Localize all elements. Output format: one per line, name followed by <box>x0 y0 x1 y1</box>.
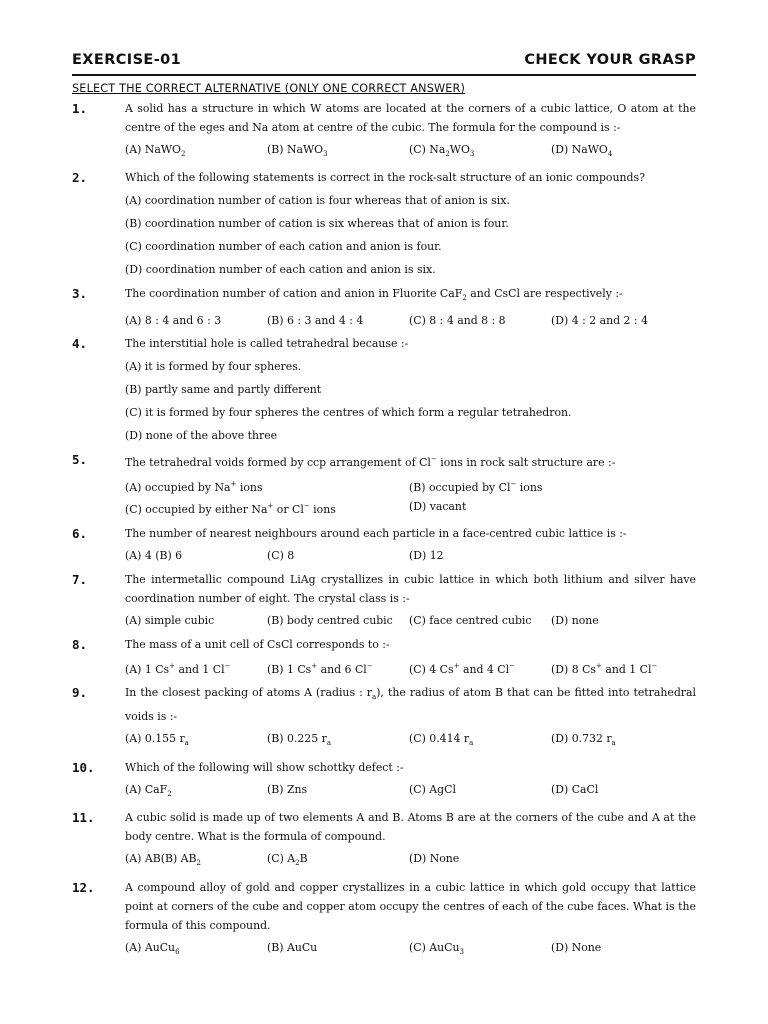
question-text: Which of the following will show schottky defect :- <box>125 761 404 774</box>
text-run: or Cl <box>273 503 304 516</box>
question-list <box>72 99 696 962</box>
answer-option[interactable] <box>125 546 267 565</box>
superscript: + <box>311 662 318 670</box>
superscript: − <box>510 480 517 488</box>
question-text <box>125 284 696 308</box>
text-run: (A) it is formed by four spheres. <box>125 360 302 373</box>
question-text: A compound alloy of gold and copper crystallizes in a cubic lattice in which gold occupy that lattice point at corners of the cube and copper atom occupy the centres of each of the cube faces. What is the formula of this compound. <box>125 881 696 932</box>
subscript: 2 <box>462 294 467 302</box>
answer-options <box>125 546 696 565</box>
question-text: The interstitial hole is called tetrahedral because :- <box>125 337 409 350</box>
superscript: + <box>596 662 602 670</box>
superscript: + <box>230 480 237 488</box>
text-run: (C) A <box>267 852 296 865</box>
text-run: ), the radius of atom B that can be fitted into tetrahedral voids is :- <box>125 686 696 723</box>
answer-option[interactable] <box>551 729 693 753</box>
question-text <box>125 683 696 726</box>
answer-option[interactable] <box>125 426 696 445</box>
answer-options <box>125 191 696 279</box>
text-run: (B) coordination number of cation is six whereas that of anion is four. <box>125 217 509 230</box>
answer-option[interactable] <box>551 938 693 962</box>
text-run: In the closest packing of atoms A (radius : r <box>125 686 372 699</box>
answer-option[interactable] <box>409 938 551 962</box>
text-run: (D) 12 <box>409 549 444 562</box>
text-run: (B) Zns <box>267 783 308 796</box>
section-title: CHECK YOUR GRASP <box>524 52 696 68</box>
subscript: a <box>372 693 377 701</box>
text-run: (D) 8 Cs <box>551 663 597 676</box>
text-run: (A) occupied by Na <box>125 481 231 494</box>
text-run: (B) 0.225 r <box>267 732 327 745</box>
superscript: − <box>509 662 515 670</box>
answer-option[interactable] <box>125 357 696 376</box>
text-run: (D) coordination number of each cation and anion is six. <box>125 263 436 276</box>
superscript: + <box>169 662 176 670</box>
text-run: (D) None <box>551 941 602 954</box>
text-run: (B) body centred cubic <box>267 614 393 627</box>
answer-options <box>125 475 696 519</box>
answer-option[interactable] <box>267 311 409 330</box>
answer-option[interactable] <box>551 657 693 679</box>
answer-option[interactable] <box>551 611 693 630</box>
answer-option[interactable] <box>267 611 409 630</box>
answer-options <box>125 357 696 445</box>
text-run: The coordination number of cation and anion in Fluorite CaF <box>125 287 463 300</box>
answer-option[interactable] <box>409 497 693 519</box>
answer-options <box>125 849 696 873</box>
exercise-title: EXERCISE-01 <box>72 52 182 68</box>
superscript: + <box>453 662 460 670</box>
answer-option[interactable] <box>409 729 551 753</box>
subscript: 2 <box>167 790 172 798</box>
superscript: + <box>267 502 274 510</box>
text-run: (C) face centred cubic <box>409 614 532 627</box>
text-run: (B) 6 : 3 and 4 : 4 <box>267 314 364 327</box>
text-run: (A) 1 Cs <box>125 663 170 676</box>
answer-option[interactable] <box>125 938 267 962</box>
subscript: 2 <box>295 859 300 867</box>
question-item <box>72 758 696 804</box>
text-run: (C) 0.414 r <box>409 732 470 745</box>
superscript: − <box>224 662 231 670</box>
answer-option[interactable] <box>409 780 551 804</box>
question-text <box>125 450 696 472</box>
text-run: (C) occupied by either Na <box>125 503 268 516</box>
answer-option[interactable] <box>125 403 696 422</box>
text-run: ions <box>309 503 336 516</box>
subscript: 2 <box>196 859 201 867</box>
answer-option[interactable] <box>267 657 409 679</box>
question-number: 8. <box>72 637 88 652</box>
answer-options <box>125 140 696 164</box>
subscript: 3 <box>323 150 328 158</box>
text-run: (A) 8 : 4 and 6 : 3 <box>125 314 222 327</box>
question-number: 4. <box>72 336 88 351</box>
text-run: and 6 Cl <box>317 663 367 676</box>
superscript: − <box>651 662 658 670</box>
question-item <box>72 524 696 565</box>
subscript: a <box>469 739 474 747</box>
question-number: 7. <box>72 572 88 587</box>
text-run: (C) 8 : 4 and 8 : 8 <box>409 314 506 327</box>
question-number: 9. <box>72 685 88 700</box>
text-run: (B) AuCu <box>267 941 318 954</box>
answer-option[interactable] <box>125 191 696 210</box>
question-item <box>72 878 696 962</box>
question-item <box>72 334 696 445</box>
text-run: (D) none of the above three <box>125 429 278 442</box>
answer-option[interactable] <box>125 140 267 164</box>
text-run: (A) AB(B) AB <box>125 852 197 865</box>
answer-options <box>125 729 696 753</box>
text-run: (A) CaF <box>125 783 168 796</box>
text-run: (D) NaWO <box>551 143 608 156</box>
text-run: and CsCl are respectively :- <box>466 287 623 300</box>
answer-option[interactable] <box>409 611 551 630</box>
answer-option[interactable] <box>125 729 267 753</box>
answer-options <box>125 311 696 330</box>
text-run: WO <box>449 143 470 156</box>
subscript: 2 <box>180 150 186 158</box>
question-item <box>72 635 696 679</box>
question-number: 1. <box>72 101 88 116</box>
text-run: (B) occupied by Cl <box>409 481 511 494</box>
text-run: ions in rock salt structure are :- <box>436 456 616 469</box>
answer-option[interactable] <box>409 546 551 565</box>
subscript: 2 <box>445 150 450 158</box>
answer-option[interactable] <box>267 780 409 804</box>
answer-options <box>125 780 696 804</box>
question-text: The intermetallic compound LiAg crystallizes in cubic lattice in which both lithium and silver have coordination number of eight. The crystal class is :- <box>125 573 696 605</box>
text-run: and 1 Cl <box>601 663 652 676</box>
question-number: 5. <box>72 452 88 467</box>
text-run: and 1 Cl <box>175 663 225 676</box>
superscript: − <box>430 455 437 463</box>
question-item <box>72 99 696 164</box>
question-text: A solid has a structure in which W atoms are located at the corners of a cubic lattice, O atom at the centre of the eges and Na atom at centre of the cubic. The formula for the compound is :- <box>125 102 696 134</box>
text-run: (D) vacant <box>409 500 467 513</box>
text-run: (A) NaWO <box>125 143 181 156</box>
question-text: The number of nearest neighbours around each particle in a face-centred cubic lattice is :- <box>125 527 627 540</box>
text-run: (B) 1 Cs <box>267 663 312 676</box>
answer-option[interactable] <box>267 938 409 962</box>
answer-option[interactable] <box>267 849 409 873</box>
text-run: (C) 4 Cs <box>409 663 454 676</box>
question-number: 11. <box>72 810 95 825</box>
subscript: 4 <box>607 150 613 158</box>
text-run: (A) AuCu <box>125 941 176 954</box>
text-run: (B) NaWO <box>267 143 324 156</box>
answer-option[interactable] <box>125 657 267 679</box>
exercise-page <box>72 52 696 962</box>
question-item <box>72 808 696 873</box>
question-number: 10. <box>72 760 95 775</box>
answer-option[interactable] <box>409 475 693 497</box>
text-run: (C) it is formed by four spheres the centres of which form a regular tetrahedron. <box>125 406 572 419</box>
answer-option[interactable] <box>267 729 409 753</box>
question-text: Which of the following statements is correct in the rock-salt structure of an ionic compounds? <box>125 171 645 184</box>
text-run: and 4 Cl <box>459 663 510 676</box>
question-item <box>72 284 696 330</box>
answer-option[interactable] <box>125 380 696 399</box>
text-run: (D) None <box>409 852 460 865</box>
text-run: (D) 0.732 r <box>551 732 612 745</box>
text-run: B <box>299 852 308 865</box>
question-number: 2. <box>72 170 88 185</box>
answer-option[interactable] <box>125 311 267 330</box>
text-run: The tetrahedral voids formed by ccp arrangement of Cl <box>125 456 431 469</box>
subscript: 6 <box>175 948 180 956</box>
text-run: ions <box>516 481 543 494</box>
superscript: − <box>303 502 310 510</box>
text-run: (D) CaCl <box>551 783 599 796</box>
answer-option[interactable] <box>125 611 267 630</box>
text-run: (C) coordination number of each cation and anion is four. <box>125 240 442 253</box>
subscript: a <box>611 739 616 747</box>
subscript: a <box>184 739 189 747</box>
question-item <box>72 683 696 753</box>
answer-option[interactable] <box>409 657 551 679</box>
answer-option[interactable] <box>267 140 409 164</box>
text-run: (C) AgCl <box>409 783 456 796</box>
subscript: 3 <box>459 948 464 956</box>
text-run: (D) 4 : 2 and 2 : 4 <box>551 314 648 327</box>
question-text: A cubic solid is made up of two elements A and B. Atoms B are at the corners of the cube and A at the body centre. What is the formula of compound. <box>125 811 696 843</box>
answer-options <box>125 611 696 630</box>
page-header <box>72 52 696 76</box>
answer-option[interactable] <box>125 475 409 497</box>
answer-option[interactable] <box>409 140 551 164</box>
question-item <box>72 450 696 519</box>
instruction-line: SELECT THE CORRECT ALTERNATIVE (ONLY ONE CORRECT ANSWER) <box>72 82 466 95</box>
question-item <box>72 168 696 279</box>
question-item <box>72 570 696 630</box>
answer-option[interactable] <box>551 780 693 804</box>
question-number: 3. <box>72 286 88 301</box>
answer-option[interactable] <box>409 311 551 330</box>
subscript: 3 <box>469 150 475 158</box>
answer-option[interactable] <box>267 546 409 565</box>
answer-option[interactable] <box>125 780 267 804</box>
question-number: 6. <box>72 526 88 541</box>
text-run: (C) Na <box>409 143 446 156</box>
answer-option[interactable] <box>551 311 693 330</box>
superscript: − <box>366 662 373 670</box>
answer-option[interactable] <box>125 497 409 519</box>
answer-options <box>125 938 696 962</box>
text-run: ions <box>236 481 263 494</box>
text-run: (A) coordination number of cation is four whereas that of anion is six. <box>125 194 510 207</box>
subscript: a <box>326 739 331 747</box>
answer-option[interactable] <box>125 849 267 873</box>
text-run: (C) 8 <box>267 549 295 562</box>
text-run: (D) none <box>551 614 599 627</box>
text-run: (C) AuCu <box>409 941 460 954</box>
text-run: (A) 4 (B) 6 <box>125 549 183 562</box>
answer-option[interactable] <box>551 140 693 164</box>
question-text: The mass of a unit cell of CsCl corresponds to :- <box>125 638 390 651</box>
text-run: (B) partly same and partly different <box>125 383 322 396</box>
question-number: 12. <box>72 880 95 895</box>
text-run: (A) 0.155 r <box>125 732 185 745</box>
text-run: (A) simple cubic <box>125 614 215 627</box>
answer-option[interactable] <box>409 849 551 873</box>
answer-option[interactable] <box>125 214 696 233</box>
answer-option[interactable] <box>125 237 696 256</box>
answer-option[interactable] <box>125 260 696 279</box>
answer-options <box>125 657 696 679</box>
